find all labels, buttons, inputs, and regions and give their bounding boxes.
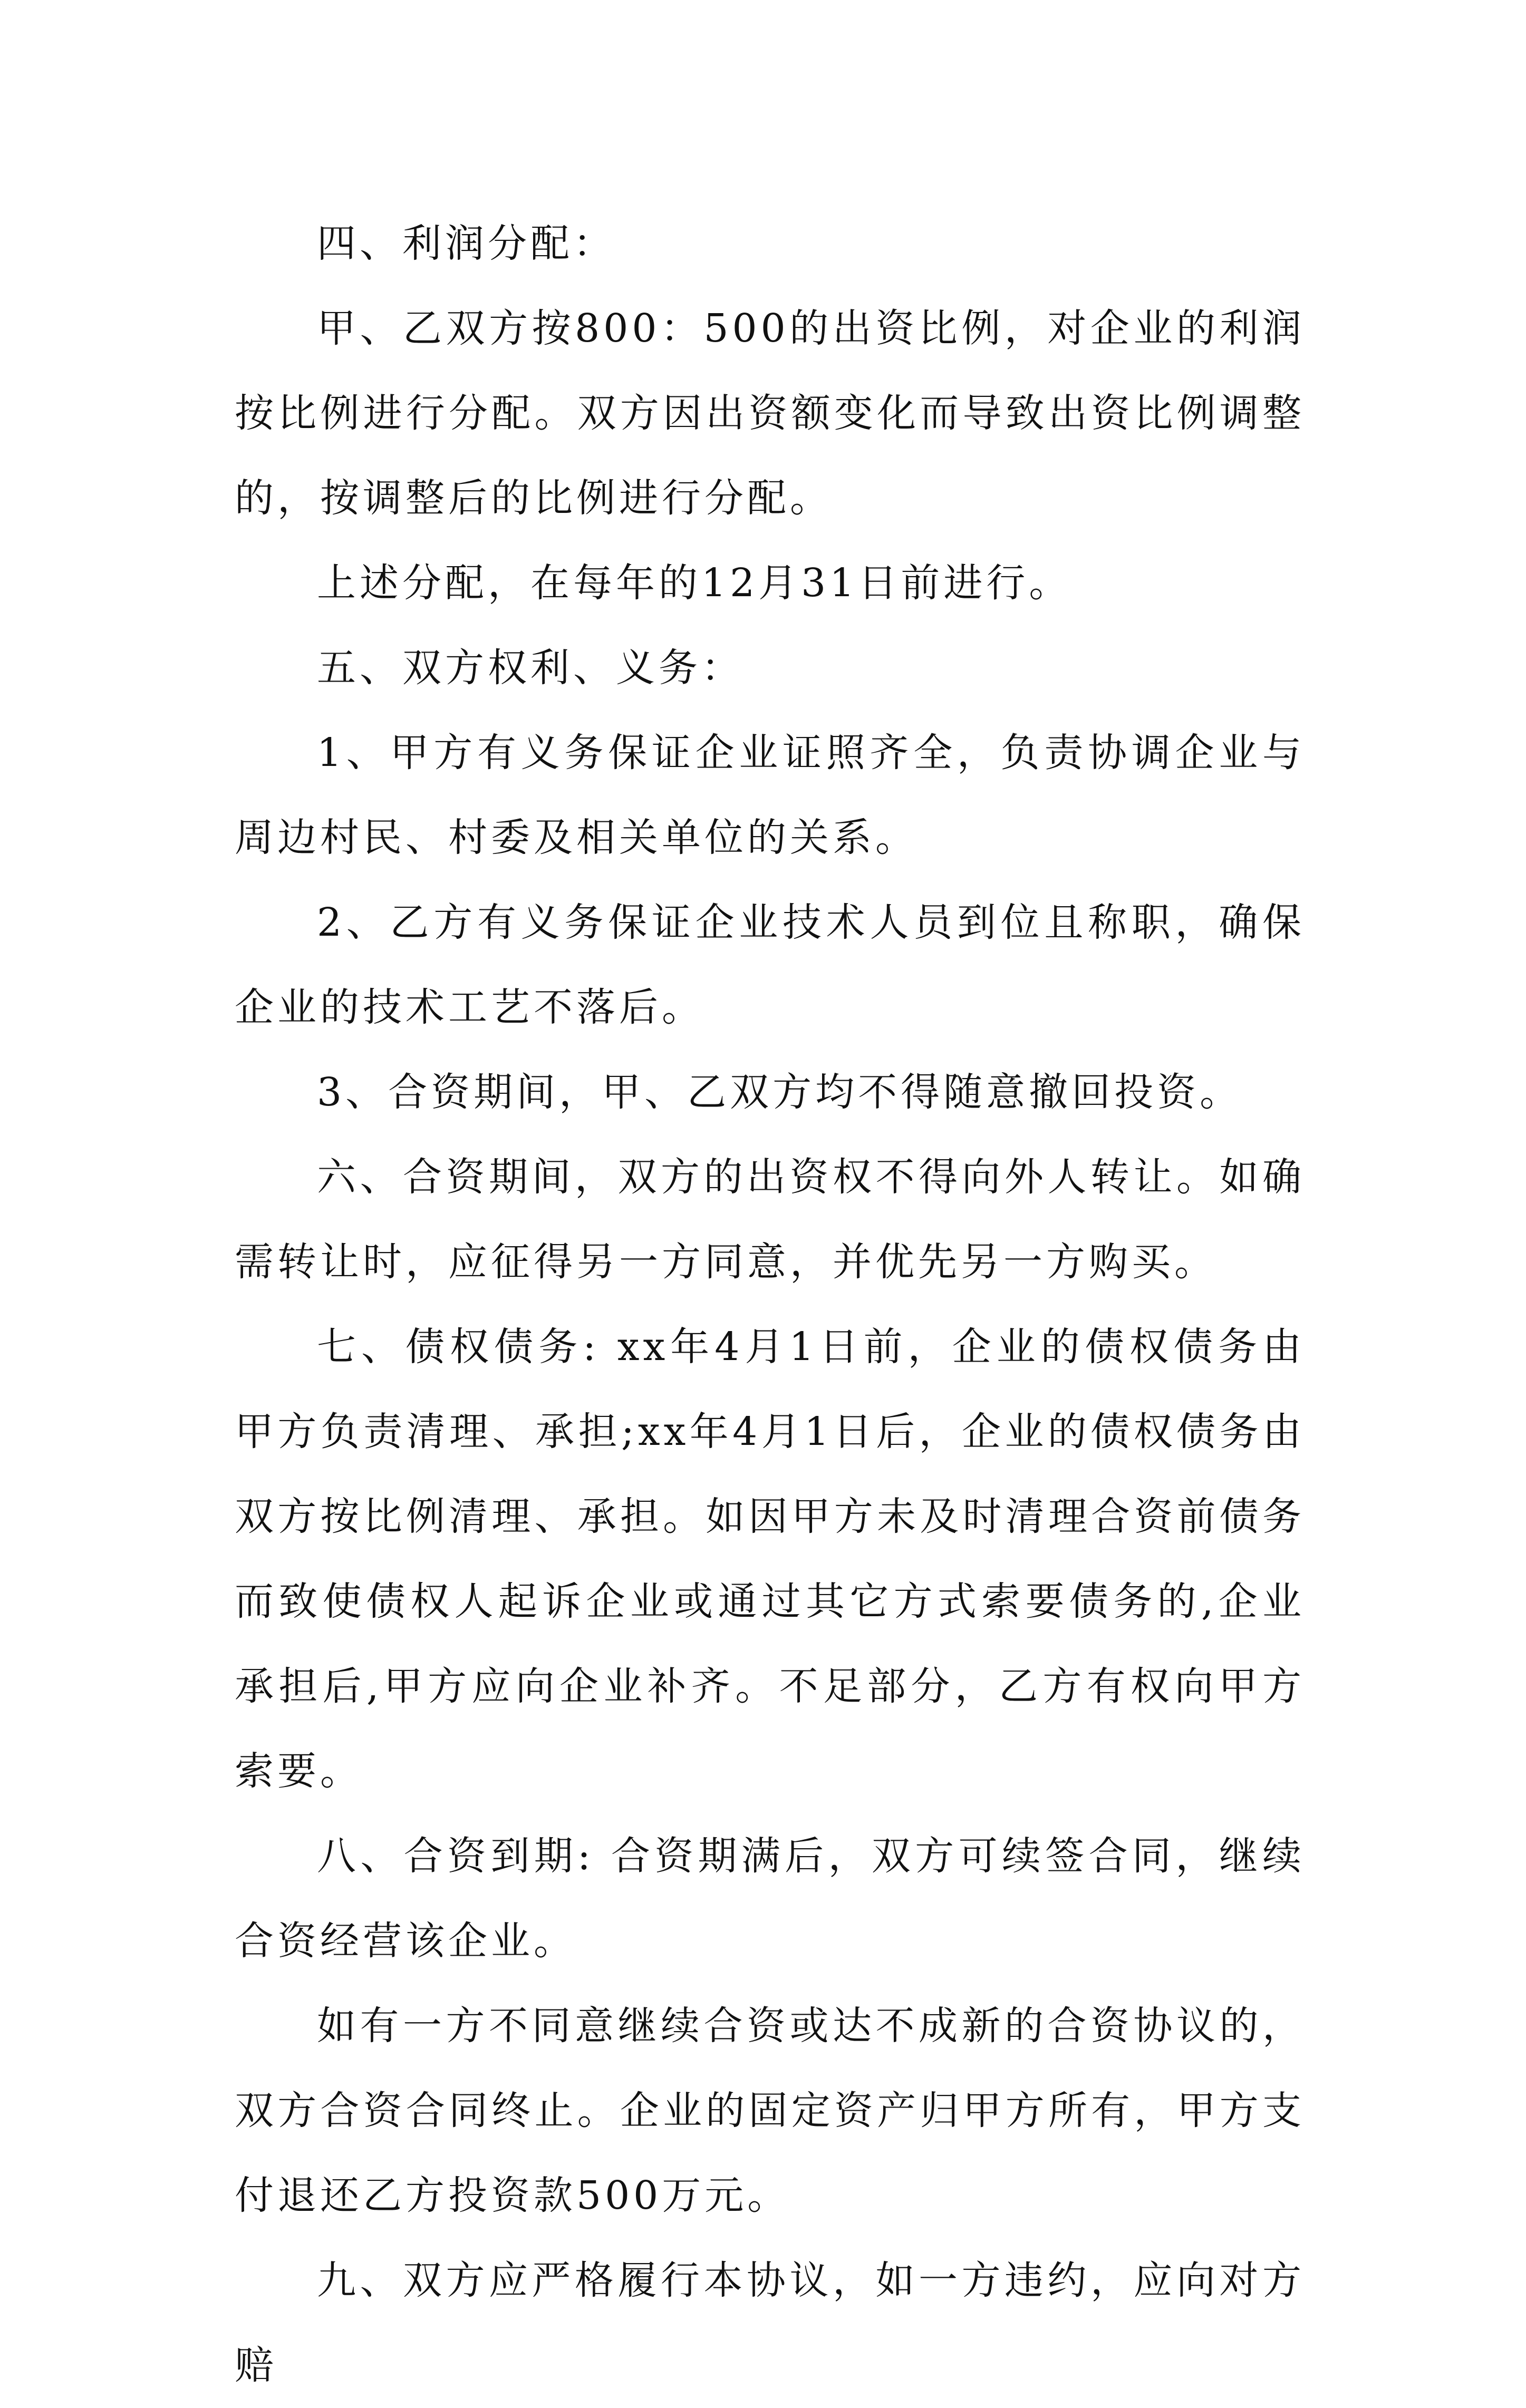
paragraph-party-a-obligation: 1、甲方有义务保证企业证照齐全，负责协调企业与周边村民、村委及相关单位的关系。 xyxy=(235,730,1305,860)
section-debts: 七、债权债务: xx年4月1日前，企业的债权债务由甲方负责清理、承担;xx年4月1日后，企业的债权债务由双方按比例清理、承担。如因甲方未及时清理合资前债务而致使债权人起诉企业或通过其它方式索要债务的,企业承担后,甲方应向企业补齐。不足部分，乙方有权向甲方索要。 xyxy=(235,1324,1305,1794)
paragraph-party-b-obligation: 2、乙方有义务保证企业技术人员到位且称职，确保企业的技术工艺不落后。 xyxy=(235,900,1305,1030)
section-expiration: 八、合资到期: 合资期满后，双方可续签合同，继续合资经营该企业。 xyxy=(235,1833,1305,1964)
paragraph-termination: 如有一方不同意继续合资或达不成新的合资协议的，双方合资合同终止。企业的固定资产归甲方所有，甲方支付退还乙方投资款500万元。 xyxy=(235,2003,1305,2218)
paragraph-distribution-deadline: 上述分配，在每年的12月31日前进行。 xyxy=(317,560,1072,606)
document-body xyxy=(235,201,1305,2408)
section-heading-profit-distribution: 四、利润分配： xyxy=(317,221,616,266)
section-heading-rights-obligations: 五、双方权利、义务： xyxy=(317,645,744,691)
paragraph-no-withdrawal: 3、合资期间，甲、乙双方均不得随意撤回投资。 xyxy=(317,1070,1243,1115)
section-transfer-restriction: 六、合资期间，双方的出资权不得向外人转让。如确需转让时，应征得另一方同意，并优先另一方购买。 xyxy=(235,1154,1305,1285)
section-breach: 九、双方应严格履行本协议，如一方违约，应向对方赔 xyxy=(235,2258,1305,2388)
paragraph-profit-ratio: 甲、乙双方按800：500的出资比例，对企业的利润按比例进行分配。双方因出资额变化而导致出资比例调整的，按调整后的比例进行分配。 xyxy=(235,306,1305,521)
